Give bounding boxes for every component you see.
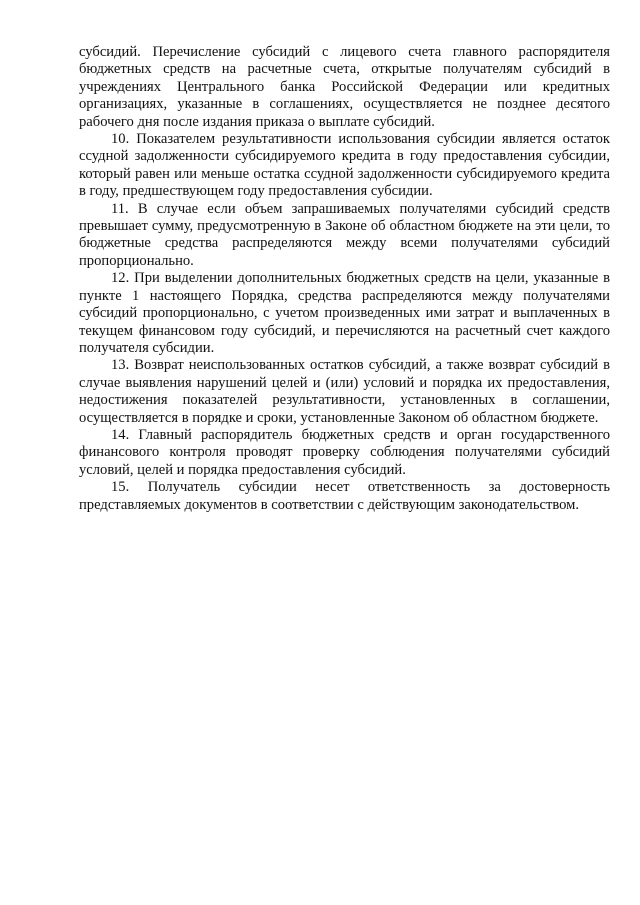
paragraph-item-14: 14. Главный распорядитель бюджетных средств и орган государственного финансового контроля проводят проверку соблюдения получателями субсидий условий, целей и порядка предоставления субсидий. [79,426,610,478]
paragraph-item-10: 10. Показателем результативности использования субсидии является остаток ссудной задолженности субсидируемого кредита в году предоставления субсидии, который равен или меньше остатка ссудной задолженности субсидируемого кредита в году, предшествующем году предоставления субсидии. [79,131,610,200]
paragraph-item-15: 15. Получатель субсидии несет ответственность за достоверность представляемых документов в соответствии с действующим законодательством. [79,479,610,513]
paragraph-item-13: 13. Возврат неиспользованных остатков субсидий, а также возврат субсидий в случае выявления нарушений целей и (или) условий и порядка их предоставления, недостижения показателей результативности, установленных в соглашении, осуществляется в порядке и сроки, установленные Законом об областном бюджете. [79,357,610,426]
paragraph-continuation: субсидий. Перечисление субсидий с лицевого счета главного распорядителя бюджетных средств на расчетные счета, открытые получателям субсидий в учреждениях Центрального банка Российской Федерации или кредитных организациях, указанные в соглашениях, осуществляется не позднее десятого рабочего дня после издания приказа о выплате субсидий. [79,44,610,130]
paragraph-item-12: 12. При выделении дополнительных бюджетных средств на цели, указанные в пункте 1 настоящего Порядка, средства распределяются между получателями субсидий пропорционально, с учетом произведенных ими затрат и выплаченных в текущем финансовом году субсидий, и перечисляются на расчетный счет каждого получателя субсидии. [79,270,610,356]
document-page [79,44,610,514]
paragraph-item-11: 11. В случае если объем запрашиваемых получателями субсидий средств превышает сумму, предусмотренную в Законе об областном бюджете на эти цели, то бюджетные средства распределяются между всеми получателями субсидий пропорционально. [79,200,610,269]
